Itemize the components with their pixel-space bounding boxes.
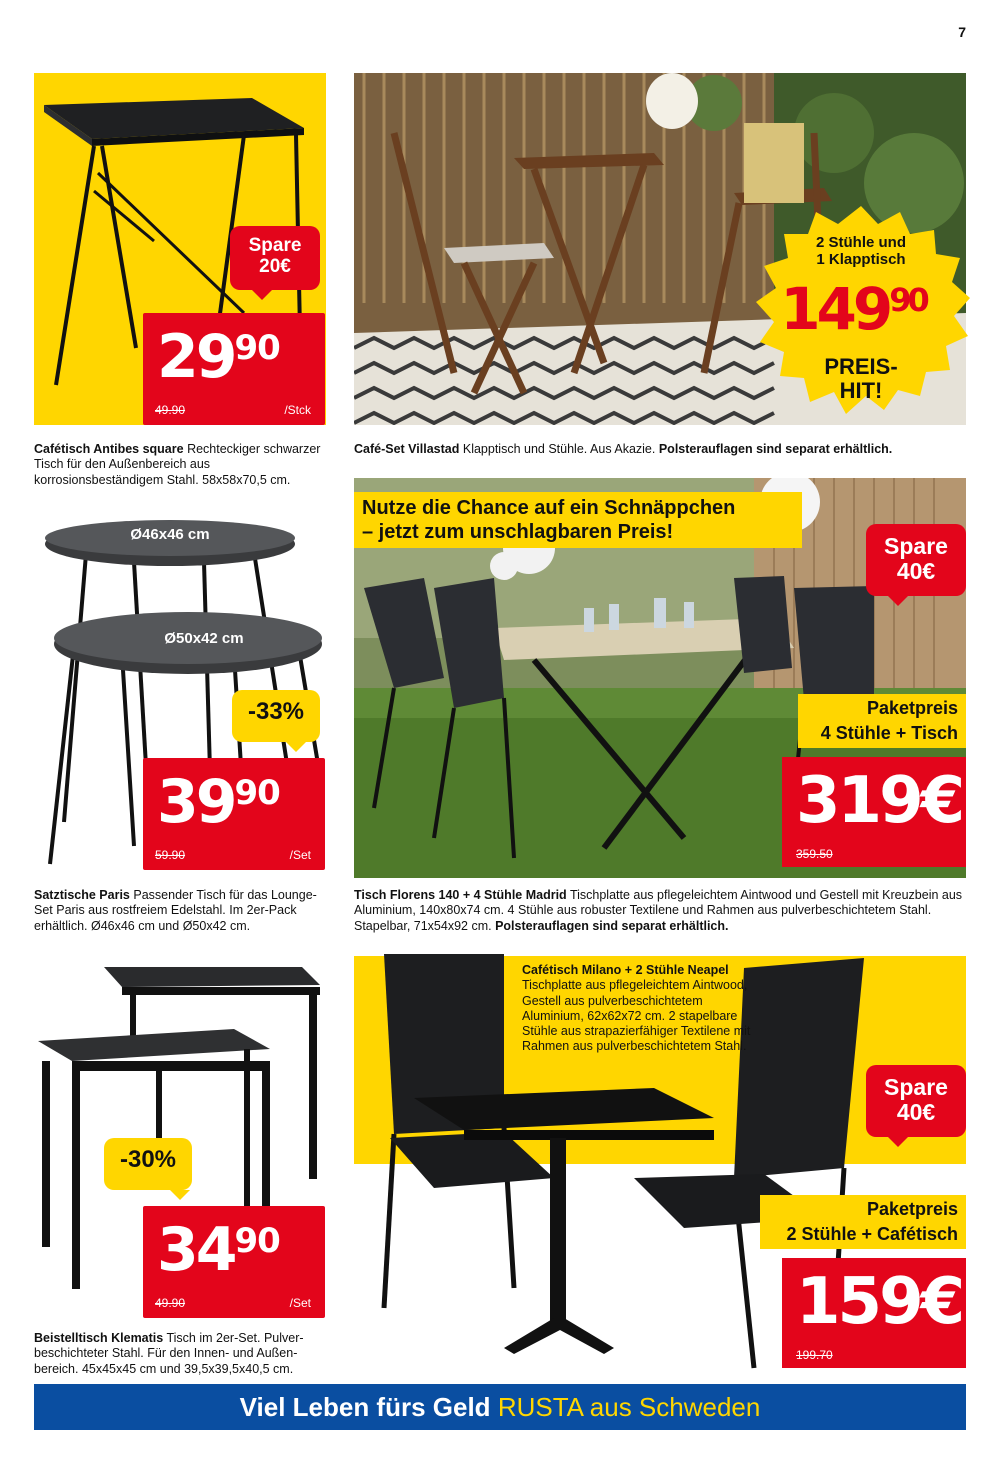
villastad-note: Polsterauflagen sind separat erhältlich.	[658, 442, 893, 456]
paris-desc-text: Passender Tisch für das Lounge-Set Paris aus rostfreiem Edelstahl. Im 2er-Pack erhältlich. Ø46x46 cm und Ø50x42 cm.	[34, 888, 317, 933]
antibes-name: Cafétisch Antibes square	[34, 442, 184, 456]
paris-discount-bubble-tail	[286, 742, 306, 752]
antibes-unit: /Stck	[284, 403, 311, 417]
paris-price	[157, 767, 280, 837]
florens-paket-line2: 4 Stühle + Tisch	[820, 723, 958, 744]
klematis-old-price: 49.90	[155, 1296, 186, 1310]
antibes-spare-amount: 20€	[259, 255, 291, 277]
florens-spare-word: Spare	[884, 533, 948, 559]
footer-brand: RUSTA aus Schweden	[497, 1392, 761, 1422]
klematis-price-whole: 34	[157, 1215, 235, 1285]
milano-description	[522, 963, 762, 1055]
milano-old-price: 199.70	[796, 1348, 833, 1362]
klematis-price	[157, 1215, 280, 1285]
villastad-badge-line3: PREIS-	[824, 354, 898, 379]
florens-spare-bubble-tail	[888, 596, 908, 606]
paris-name: Satztische Paris	[34, 888, 130, 902]
page-number: 7	[958, 24, 966, 40]
milano-desc-text: Tischplatte aus pflegeleichtem Aintwood, Gestell aus pulverbeschichtetem Aluminium, 62x62x72 cm. 2 stapelbare Stühle aus strapazierfähiger Textilene mit Rahmen aus pulverbeschichtetem Stahl.	[522, 978, 751, 1054]
klematis-price-cents: 90	[234, 1221, 280, 1261]
milano-paket-line2: 2 Stühle + Cafétisch	[786, 1224, 958, 1245]
klematis-price-box	[143, 1206, 325, 1318]
klematis-unit: /Set	[289, 1296, 311, 1310]
paris-small-size-label: Ø46x46 cm	[130, 526, 210, 543]
antibes-old-price: 49.90	[155, 403, 186, 417]
milano-price-box	[782, 1258, 966, 1368]
antibes-price-whole: 29	[157, 322, 235, 392]
villastad-badge-line2: 1 Klapptisch	[816, 251, 906, 268]
klematis-name: Beistelltisch Klematis	[34, 1331, 164, 1345]
villastad-price-badge	[750, 202, 972, 424]
villastad-badge-line4: HIT!	[839, 378, 883, 403]
antibes-desc-text: Rechteckiger schwarzer Tisch für den Außenbereich aus korrosionsbeständigem Stahl. 58x58x70,5 cm.	[34, 442, 321, 487]
milano-paket-label	[760, 1195, 966, 1249]
florens-note: Polsterauflagen sind separat erhältlich.	[495, 918, 729, 933]
antibes-price-box	[143, 313, 325, 425]
klematis-description	[34, 1331, 334, 1377]
villastad-desc-text: Klapptisch und Stühle. Aus Akazie.	[462, 442, 656, 456]
villastad-badge-line1: 2 Stühle und	[816, 234, 906, 251]
florens-name: Tisch Florens 140 + 4 Stühle Madrid	[354, 888, 567, 902]
milano-spare-bubble	[866, 1065, 966, 1137]
florens-price: 319€	[796, 764, 963, 838]
paris-price-whole: 39	[157, 767, 235, 837]
florens-banner-line1: Nutze die Chance auf ein Schnäppchen	[362, 497, 736, 519]
klematis-desc-text: Tisch im 2er-Set. Pulverbeschichteter Stahl. Für den Innen- und Außenbereich. 45x45x45 cm und 39,5x39,5x40,5 cm.	[34, 1331, 304, 1376]
paris-price-box	[143, 758, 325, 870]
florens-banner	[354, 492, 802, 548]
paris-old-price: 59.90	[155, 848, 186, 862]
klematis-discount-bubble: -30%	[104, 1138, 192, 1190]
milano-spare-word: Spare	[884, 1074, 948, 1100]
milano-name: Cafétisch Milano + 2 Stühle Neapel	[522, 963, 729, 977]
milano-spare-bubble-tail	[888, 1137, 908, 1147]
florens-paket-label	[798, 694, 966, 748]
antibes-spare-word: Spare	[248, 235, 302, 256]
villastad-description	[354, 442, 966, 457]
antibes-price	[157, 322, 280, 392]
paris-price-cents: 90	[234, 773, 280, 813]
villastad-name: Café-Set Villastad	[354, 442, 460, 456]
florens-banner-line2: – jetzt zum unschlagbaren Preis!	[362, 521, 674, 543]
antibes-description	[34, 442, 334, 488]
antibes-spare-bubble-tail	[252, 290, 272, 300]
footer-bar	[34, 1384, 966, 1430]
florens-price-box	[782, 757, 966, 867]
klematis-discount-bubble-tail	[170, 1190, 190, 1200]
florens-old-price: 359.50	[796, 847, 833, 861]
paris-unit: /Set	[289, 848, 311, 862]
villastad-badge-price-whole: 149	[780, 275, 890, 343]
florens-description	[354, 888, 966, 934]
florens-spare-bubble	[866, 524, 966, 596]
paris-discount-bubble: -33%	[232, 690, 320, 742]
footer-slogan: Viel Leben fürs Geld	[239, 1392, 491, 1422]
antibes-spare-bubble	[230, 226, 320, 290]
milano-price: 159€	[796, 1265, 963, 1339]
florens-desc-text: Tischplatte aus pflegeleichtem Aintwood und Gestell mit Kreuzbein aus Aluminium, 140x80x74 cm. 4 Stühle aus robuster Textilene und Rahmen aus pulverbeschichtetem Stahl. Stapelbar, 71x54x92 cm.	[354, 888, 963, 933]
florens-spare-amount: 40€	[896, 558, 936, 585]
villastad-badge-price-cents: 90	[889, 281, 926, 319]
florens-paket-line1: Paketpreis	[866, 698, 958, 718]
milano-paket-line1: Paketpreis	[866, 1199, 958, 1219]
paris-description	[34, 888, 330, 934]
antibes-price-cents: 90	[234, 328, 280, 368]
paris-large-size-label: Ø50x42 cm	[164, 630, 244, 647]
milano-spare-amount: 40€	[896, 1099, 936, 1126]
